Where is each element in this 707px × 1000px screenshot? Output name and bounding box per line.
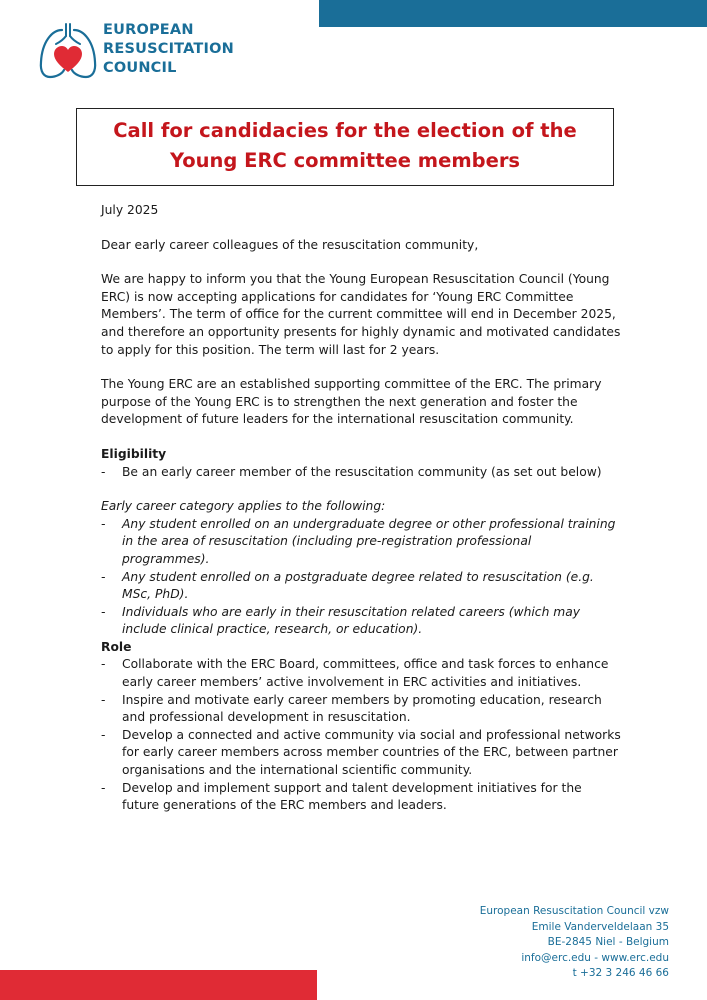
role-list [101, 656, 621, 814]
early-career-item: - Any student enrolled on an undergraduate degree or other professional training in the area of resuscitation (including pre-registration professional programmes). [101, 516, 621, 569]
intro-paragraph: We are happy to inform you that the Young European Resuscitation Council (Young ERC) is now accepting applications for candidates for ‘Young ERC Committee Members’. The term of office for the current committee will end in December 2025, and therefore an opportunity presents for highly dynamic and motivated candidates to apply for this position. The term will last for 2 years. [101, 272, 621, 357]
eligibility-heading: Eligibility [101, 446, 167, 461]
title-box [76, 108, 614, 186]
role-item: - Develop and implement support and talent development initiatives for the future generations of the ERC members and leaders. [101, 780, 621, 815]
document-title: Call for candidacies for the election of the Young ERC committee members [113, 119, 577, 172]
early-career-intro: Early career category applies to the following: [101, 499, 386, 514]
early-career-list [101, 516, 621, 639]
lungs-heart-icon [38, 20, 98, 80]
eligibility-list [101, 464, 621, 482]
letter-body [101, 202, 621, 815]
role-heading: Role [101, 639, 132, 654]
letter-date: July 2025 [101, 203, 159, 217]
footer-contact-links: info@erc.edu - www.erc.edu [521, 951, 669, 964]
logo-line-2: RESUSCITATION [103, 41, 234, 57]
role-item: - Develop a connected and active community via social and professional networks for early career members across member countries of the ERC, between partner organisations and the international scientific community. [101, 727, 621, 780]
role-item: - Inspire and motivate early career members by promoting education, research and professional development in resuscitation. [101, 692, 621, 727]
eligibility-item: - Be an early career member of the resuscitation community (as set out below) [101, 464, 621, 482]
logo-line-3: COUNCIL [103, 60, 177, 76]
footer-org-name: European Resuscitation Council vzw [479, 905, 669, 917]
header-accent-bar [319, 0, 707, 27]
footer-street: Emile Vanderveldelaan 35 [531, 920, 669, 933]
purpose-paragraph: The Young ERC are an established supporting committee of the ERC. The primary purpose of the Young ERC is to strengthen the next generation and foster the development of future leaders for the international resuscitation community. [101, 377, 602, 427]
early-career-item: - Any student enrolled on a postgraduate degree related to resuscitation (e.g. MSc, PhD). [101, 569, 621, 604]
footer-phone: t +32 3 246 46 66 [572, 967, 669, 979]
logo-line-1: EUROPEAN [103, 22, 194, 38]
early-career-item: - Individuals who are early in their resuscitation related careers (which may include clinical practice, research, or education). [101, 604, 621, 639]
erc-logo [38, 20, 238, 82]
logo-wordmark [103, 21, 234, 78]
role-item: - Collaborate with the ERC Board, committees, office and task forces to enhance early career members’ active involvement in ERC activities and initiatives. [101, 656, 621, 691]
footer-address [480, 904, 669, 982]
footer-city: BE-2845 Niel - Belgium [547, 936, 669, 948]
letter-greeting: Dear early career colleagues of the resuscitation community, [101, 237, 479, 252]
footer-accent-bar [0, 970, 317, 1000]
